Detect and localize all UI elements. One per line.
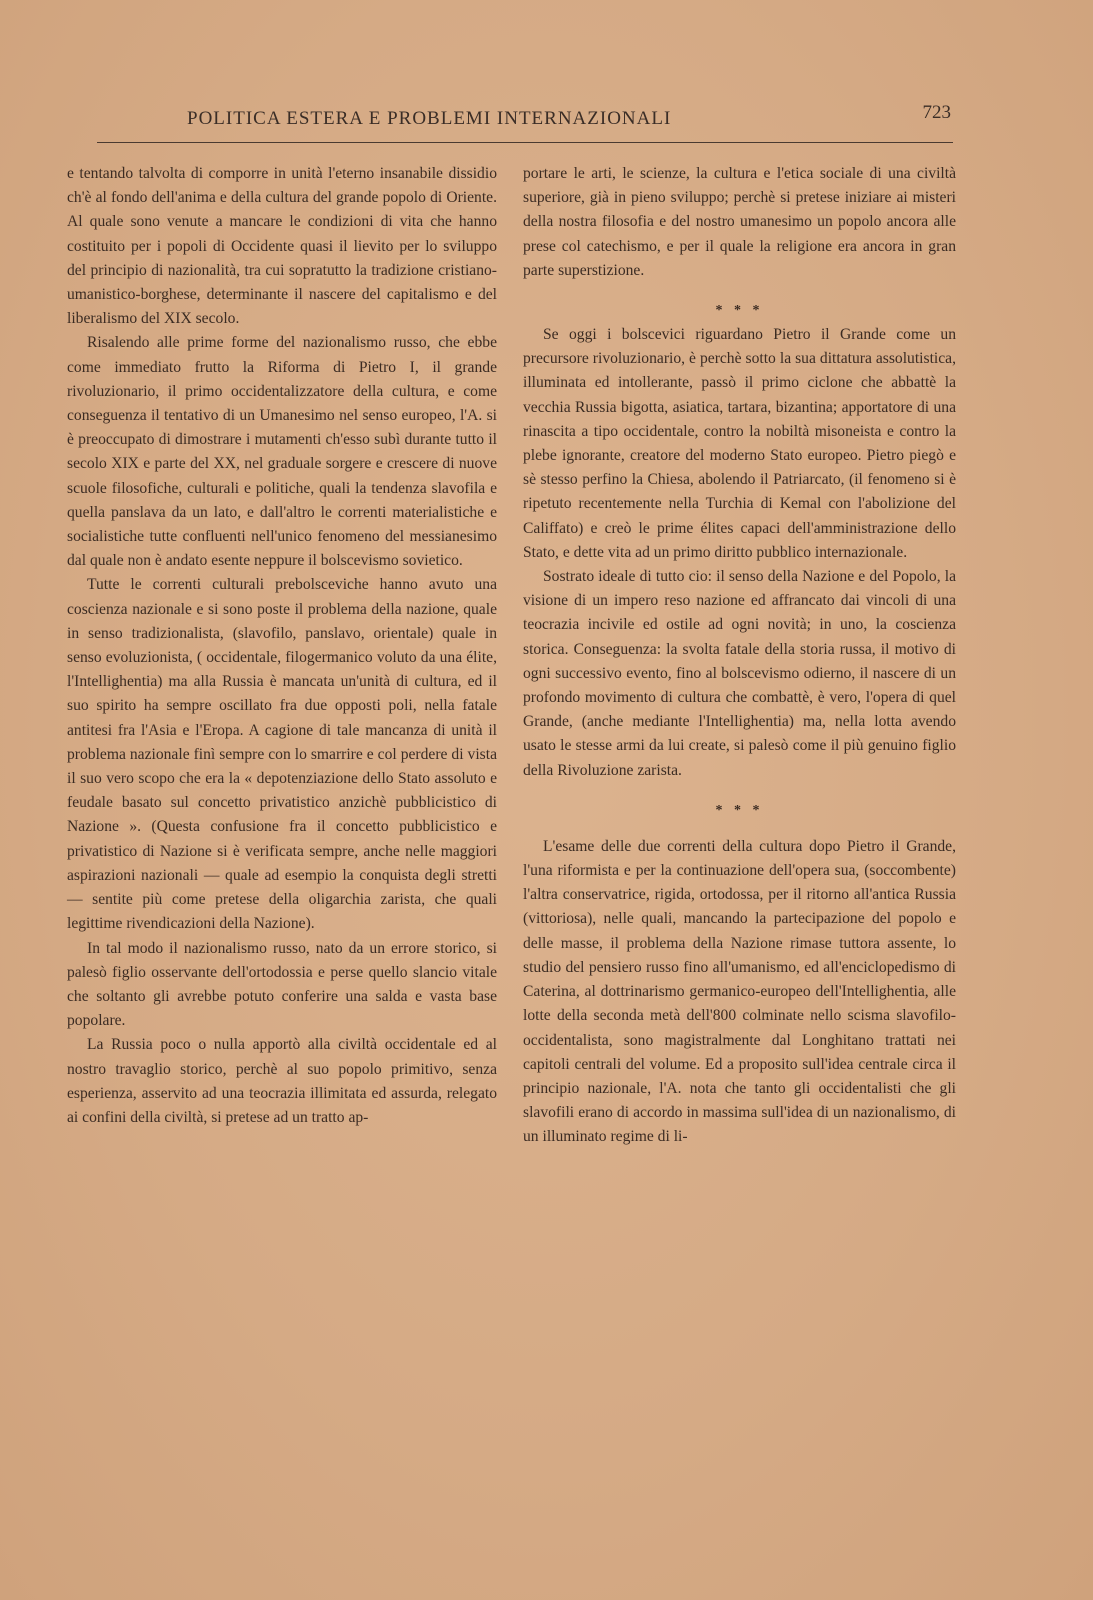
paragraph: Tutte le correnti culturali prebolsceviche hanno avuto una coscienza nazionale e si sono poste il problema della nazione, quale in senso tradizionalista, (slavofilo, panslavo, orientale) quale in senso evoluzionista, ( occidentale, filogermanico voluto da una élite, l'Intellighentia) ma alla Russia è mancata un'unità di cultura, ed il suo spirito ha sempre oscillato fra due opposti poli, nella fatale antitesi fra l'Asia e l'Eropa. A cagione di tale mancanza di unità il problema nazionale finì sempre con lo smarrire e col perdere di vista il suo vero scopo che era la « depotenziazione dello Stato assoluto e feudale basato sul concetto privatistico anzichè pubblicistico di Nazione ». (Questa confusione fra il concetto pubblicistico e privatistico di Nazione si è verificata sempre, anche nelle maggiori aspirazioni nazionali — quale ad esempio la conquista degli stretti — sentite più come pretese della oligarchia zarista, che quali legittime rivendicazioni della Nazione).: [67, 576, 497, 933]
paragraph: Se oggi i bolscevici riguardano Pietro il Grande come un precursore rivoluzionario, è perchè sotto la sua dittatura assolutistica, illuminata ed intollerante, passò il primo ciclone che abbattè la vecchia Russia bigotta, asiatica, tartara, bizantina; apportatore di una rinascita a tipo occidentale, contro la nobiltà misoneista e contro la plebe ignorante, creatore del moderno Stato europeo. Pietro piegò e sè stesso perfino la Chiesa, abolendo il Patriarcato, (il fenomeno si è ripetuto recentemente nella Turchia di Kemal con l'abolizione del Califfato) e creò le prime élites capaci dell'amministrazione dello Stato, e dette vita ad un primo diritto pubblico internazionale.: [523, 326, 956, 561]
page-number: 723: [922, 102, 951, 123]
paragraph: portare le arti, le scienze, la cultura e l'etica sociale di una civiltà superiore, già in pieno sviluppo; perchè si pretese iniziare ai misteri della nostra filosofia e del nostro umanesimo un popolo ancora alle prese col catechismo, e per il quale la religione era ancora in gran parte superstizione.: [523, 165, 956, 279]
right-column: [523, 162, 956, 1150]
paragraph: In tal modo il nazionalismo russo, nato da un errore storico, si palesò figlio osservante dell'ortodossia e perse quello slancio vitale che soltanto gli avrebbe potuto conferire una salda e vasta base popolare.: [67, 939, 497, 1030]
paragraph: La Russia poco o nulla apportò alla civiltà occidentale ed al nostro travaglio storico, perchè al suo popolo primitivo, senza esperienza, asservito ad una teocrazia illimitata ed assurda, relegato ai confini della civiltà, si pretese ad un tratto ap-: [67, 1036, 497, 1126]
left-column: [67, 162, 497, 1130]
section-separator: * * *: [715, 802, 764, 818]
running-title: POLITICA ESTERA E PROBLEMI INTERNAZIONALI: [187, 108, 672, 129]
running-header: [97, 102, 953, 143]
paragraph: Sostrato ideale di tutto cio: il senso della Nazione e del Popolo, la visione di un impero reso nazione ed affrancato dai vincoli di una teocrazia incivile ed ostile ad ogni novità; in uno, la coscienza storica. Conseguenza: la svolta fatale della storia russa, il motivo di ogni successivo evento, fino al bolscevismo odierno, il nascere di un profondo movimento di cultura che combattè, è vero, l'opera di quel Grande, (anche mediante l'Intellighentia) ma, nella lotta avendo usato le stesse armi da lui create, si palesò come il più genuino figlio della Rivoluzione zarista.: [523, 568, 956, 779]
paragraph: L'esame delle due correnti della cultura dopo Pietro il Grande, l'una riformista e per la continuazione dell'opera sua, (soccombente) l'altra conservatrice, rigida, ortodossa, per il ritorno all'antica Russia (vittoriosa), nelle quali, mancando la partecipazione del popolo e delle masse, il problema della Nazione rimase tuttora assente, lo studio del pensiero russo fino all'umanismo, ed all'enciclopedismo di Caterina, al dottrinarismo germanico-europeo dell'Intellighentia, alle lotte della seconda metà dell'800 colminate nello scisma slavofilo-occidentalista, sono magistralmente dal Longhitano trattati nei capitoli centrali del volume. Ed a proposito sull'idea centrale circa il principio nazionale, l'A. nota che tanto gli occidentalisti che gli slavofili erano di accordo in massima sull'idea di un nazionalismo, di un illuminato regime di li-: [523, 837, 956, 1146]
paragraph: Risalendo alle prime forme del nazionalismo russo, che ebbe come immediato frutto la Riforma di Pietro I, il grande rivoluzionario, il primo occidentalizzatore della cultura, e come conseguenza il tentativo di un Umanesimo nel senso europeo, l'A. si è preoccupato di dimostrare i mutamenti ch'esso subì durante tutto il secolo XIX e parte del XX, nel graduale sorgere e crescere di nuove scuole filosofiche, culturali e politiche, quali la tendenza slavofila e quella panslava da un lato, e dall'altro le correnti materialistiche e socialistiche tutte confluenti nell'unico fenomeno del messianesimo dal quale non è andato esente neppure il bolscevismo sovietico.: [67, 334, 497, 570]
section-separator: * * *: [715, 303, 764, 319]
paragraph: e tentando talvolta di comporre in unità l'eterno insanabile dissidio ch'è al fondo dell'anima e della cultura del grande popolo di Oriente. Al quale sono venute a mancare le condizioni di vita che hanno costituito per i popoli di Occidente quasi il lievito per lo sviluppo del principio di nazionalità, tra cui sopratutto la tradizione cristiano-umanistico-borghese, determinante il nascere del capitalismo e del liberalismo del XIX secolo.: [67, 165, 497, 328]
